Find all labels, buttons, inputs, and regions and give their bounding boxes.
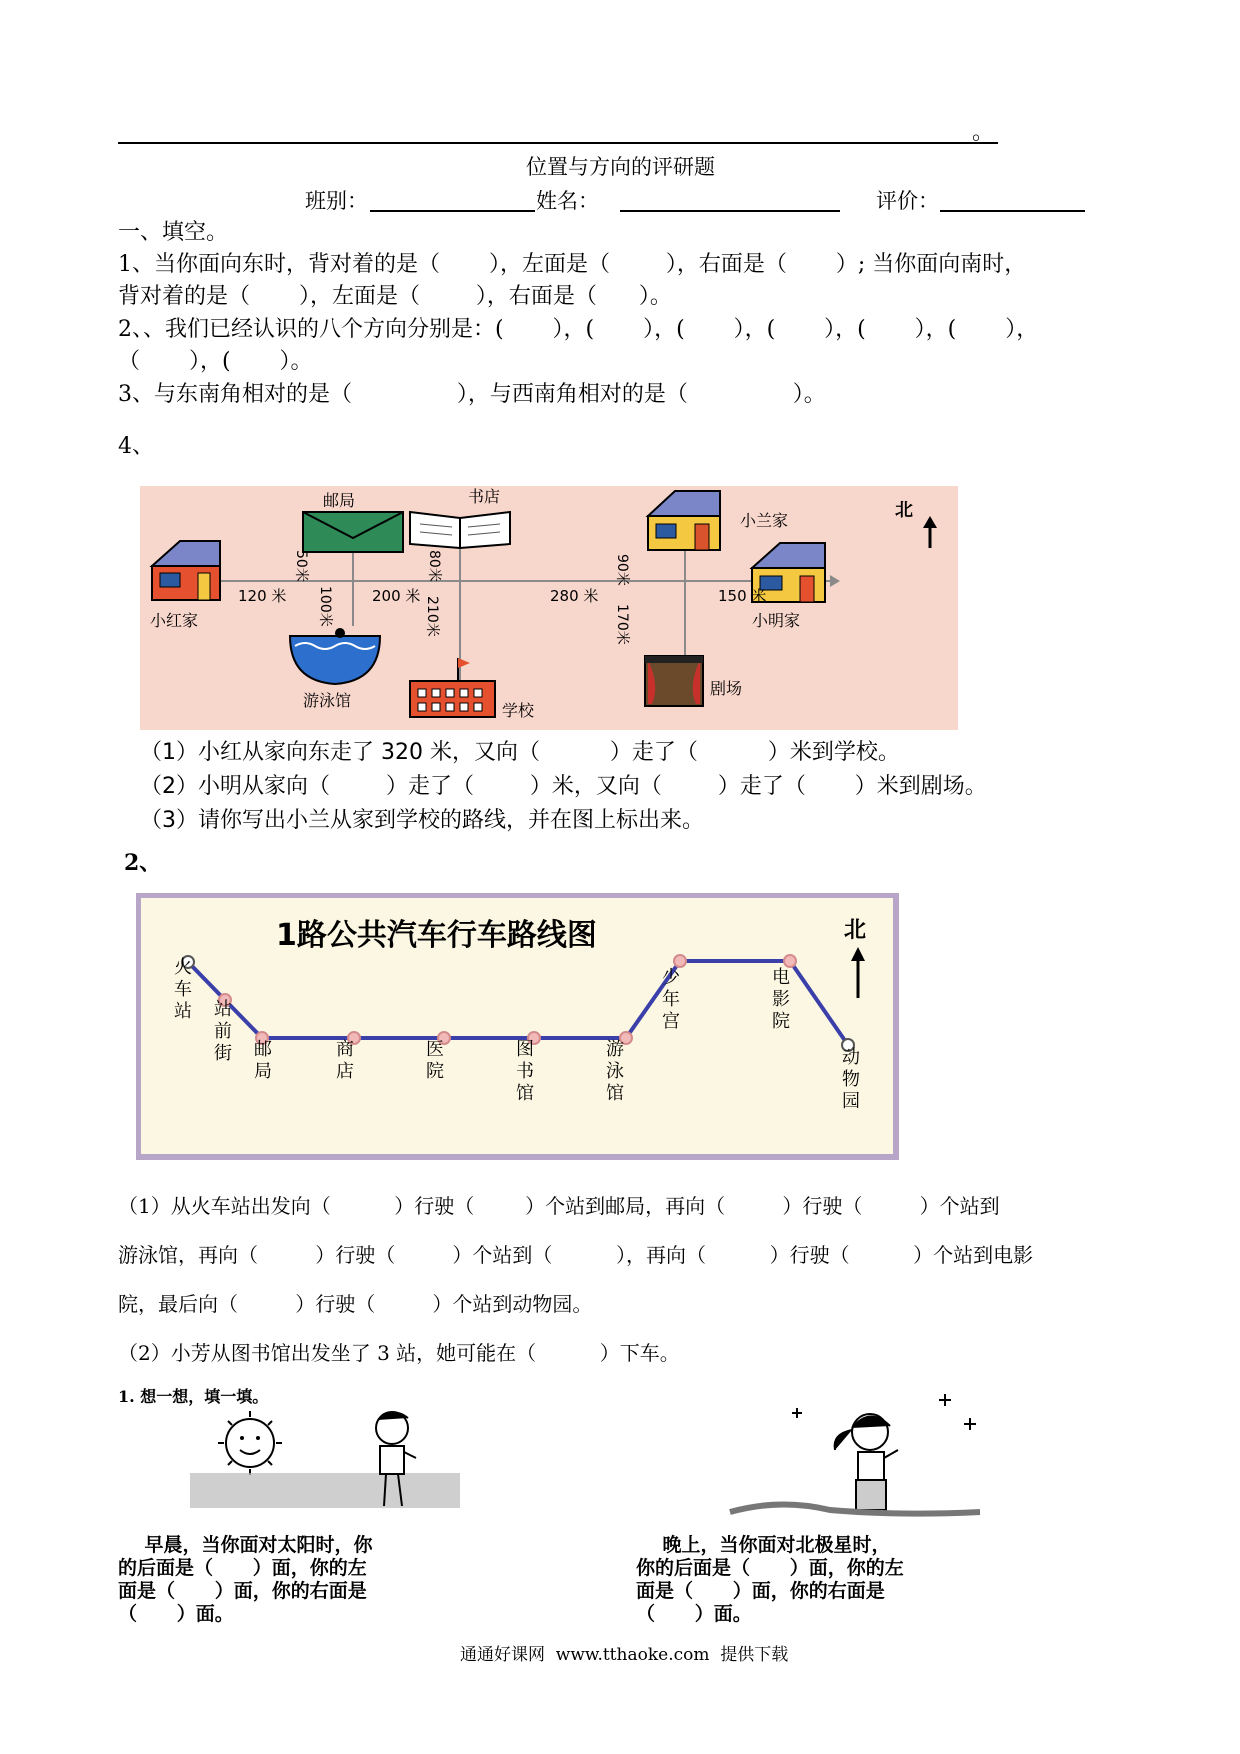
left-text-3: 面是（ ）面，你的右面是 bbox=[118, 1580, 367, 1602]
map-q3: （3）请你写出小兰从家到学校的路线，并在图上标出来。 bbox=[140, 808, 704, 833]
eval-label: 评价： bbox=[876, 189, 939, 213]
page-title: 位置与方向的评研题 bbox=[526, 155, 715, 179]
name-label: 姓名： bbox=[536, 189, 599, 213]
dist-170: 170米 bbox=[614, 604, 630, 645]
right-text-3: 面是（ ）面，你的右面是 bbox=[636, 1580, 885, 1602]
theater-icon bbox=[645, 656, 703, 706]
left-text-1: 早晨，当你面对太阳时，你 bbox=[118, 1534, 373, 1556]
hong-home-label: 小红家 bbox=[150, 611, 199, 630]
dist-200: 200 米 bbox=[372, 587, 421, 605]
north-label: 北 bbox=[895, 500, 913, 521]
class-blank[interactable] bbox=[370, 190, 535, 212]
dist-100: 100米 bbox=[317, 586, 333, 627]
right-text-4: （ ）面。 bbox=[636, 1603, 752, 1625]
girl-figure bbox=[835, 1414, 898, 1510]
class-label: 班别： bbox=[305, 189, 368, 213]
dist-90: 90米 bbox=[614, 554, 630, 586]
station-label-5: 医院 bbox=[426, 1039, 444, 1082]
map-background bbox=[140, 486, 958, 730]
station-label-1: 火车站 bbox=[174, 957, 192, 1022]
section2-label: 2、 bbox=[124, 850, 162, 876]
lan-home-label: 小兰家 bbox=[740, 511, 789, 530]
station-label-9: 电影院 bbox=[772, 967, 790, 1032]
q1-line1: 1、当你面向东时，背对着的是（ ），左面是（ ），右面是（ ）; 当你面向南时， bbox=[118, 252, 1027, 277]
station-label-10: 动物园 bbox=[842, 1047, 860, 1112]
station-label-3: 邮局 bbox=[254, 1039, 272, 1082]
right-text-1: 晚上，当你面对北极星时， bbox=[636, 1534, 891, 1556]
ming-home-label: 小明家 bbox=[752, 611, 801, 630]
dist-150: 150 米 bbox=[718, 587, 767, 605]
q1-line2: 背对着的是（ ），左面是（ ），右面是（ ）。 bbox=[118, 284, 672, 309]
header-rule bbox=[118, 142, 998, 144]
ground-hatch bbox=[190, 1473, 460, 1508]
bus-q1-line1: （1）从火车站出发向（ ）行驶（ ）个站到邮局，再向（ ）行驶（ ）个站到 bbox=[118, 1194, 1000, 1218]
station-label-8: 少年宫 bbox=[662, 967, 680, 1032]
eval-blank[interactable] bbox=[940, 190, 1085, 212]
night-illustration bbox=[700, 1390, 1000, 1520]
left-text-4: （ ）面。 bbox=[118, 1603, 234, 1625]
right-text-2: 你的后面是（ ）面，你的左 bbox=[636, 1557, 904, 1579]
pool-label: 游泳馆 bbox=[303, 691, 352, 710]
q4-label: 4、 bbox=[118, 434, 154, 459]
station-label-6: 图书馆 bbox=[516, 1039, 534, 1104]
dist-50: 50米 bbox=[293, 550, 309, 582]
bus-map-title: 1路公共汽车行车路线图 bbox=[276, 918, 597, 953]
name-blank[interactable] bbox=[620, 190, 840, 212]
map-q2: （2）小明从家向（ ）走了（ ）米，又向（ ）走了（ ）米到剧场。 bbox=[140, 774, 987, 799]
left-text-2: 的后面是（ ）面，你的左 bbox=[118, 1557, 367, 1579]
bus-q2: （2）小芳从图书馆出发坐了 3 站，她可能在（ ）下车。 bbox=[118, 1341, 680, 1365]
bus-route-map bbox=[136, 893, 900, 1161]
theater-label: 剧场 bbox=[710, 679, 743, 698]
book-icon bbox=[410, 512, 510, 548]
school-label: 学校 bbox=[502, 701, 535, 720]
post-label: 邮局 bbox=[323, 491, 356, 510]
bus-stop-8 bbox=[674, 955, 686, 967]
sunrise-illustration bbox=[180, 1408, 480, 1518]
bookstore-label: 书店 bbox=[468, 487, 501, 506]
town-map bbox=[140, 486, 958, 730]
map-q1: （1）小红从家向东走了 320 米，又向（ ）走了（ ）米到学校。 bbox=[140, 740, 900, 765]
bus-q1-line3: 院，最后向（ ）行驶（ ）个站到动物园。 bbox=[118, 1292, 593, 1316]
bus-north-label: 北 bbox=[844, 918, 867, 943]
station-label-7: 游泳馆 bbox=[606, 1039, 624, 1104]
q3: 3、与东南角相对的是（ ），与西南角相对的是（ ）。 bbox=[118, 382, 826, 407]
section1-heading: 一、填空。 bbox=[118, 220, 229, 245]
envelope-icon bbox=[303, 512, 403, 552]
dist-280: 280 米 bbox=[550, 587, 599, 605]
footer: 通通好课网 www.tthaoke.com 提供下载 bbox=[460, 1645, 789, 1665]
dist-120: 120 米 bbox=[238, 587, 287, 605]
bus-stop-9 bbox=[784, 955, 796, 967]
dist-80: 80米 bbox=[426, 550, 442, 582]
header-mark: 。 bbox=[972, 120, 995, 145]
cartoon-heading: 1. 想一想，填一填。 bbox=[118, 1387, 269, 1406]
sun-icon bbox=[218, 1411, 282, 1475]
q2-line1: 2、、我们已经认识的八个方向分别是：( ），( ），( ），( ），( ），( ）， bbox=[118, 317, 1039, 342]
bus-q1-line2: 游泳馆，再向（ ）行驶（ ）个站到（ ），再向（ ）行驶（ ）个站到电影 bbox=[118, 1243, 1034, 1267]
station-label-2: 站前街 bbox=[214, 999, 232, 1064]
q2-line2: （ ），( ）。 bbox=[118, 349, 313, 374]
station-label-4: 商店 bbox=[336, 1039, 354, 1082]
dist-210: 210米 bbox=[424, 596, 440, 637]
